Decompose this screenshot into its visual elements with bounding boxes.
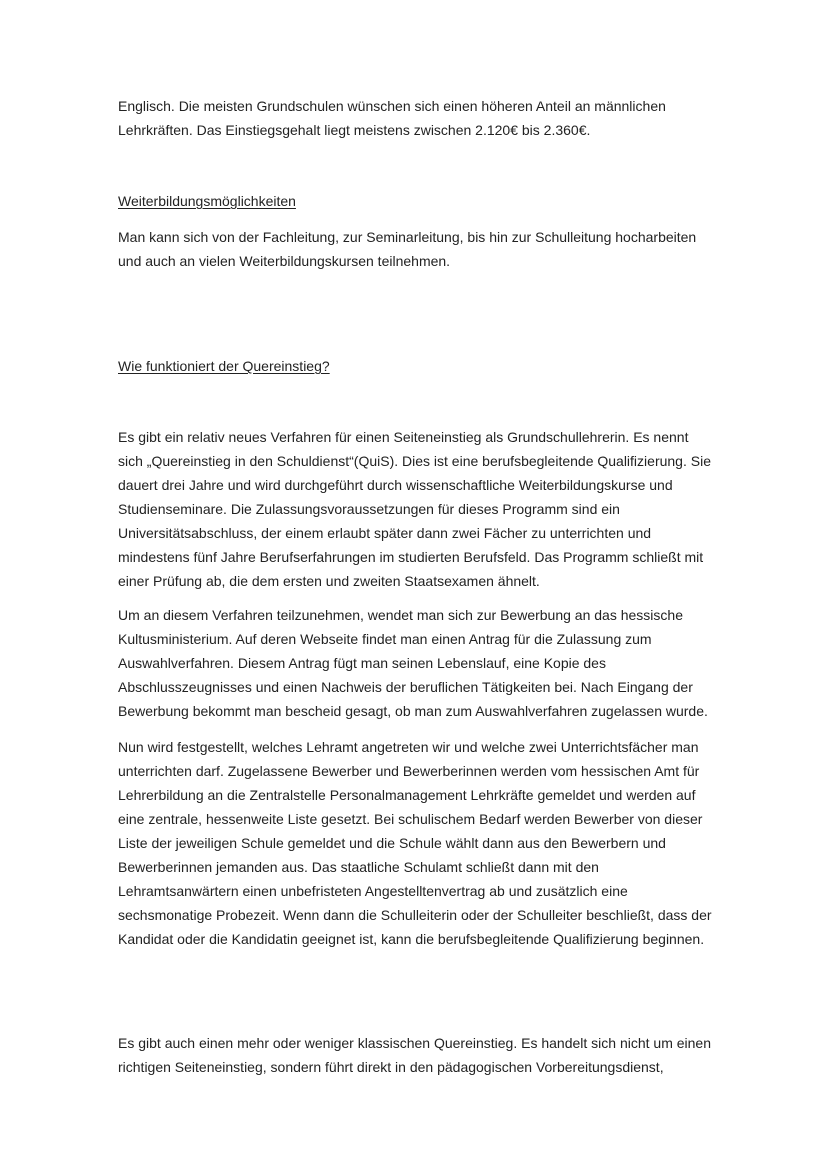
heading-text: Wie funktioniert der Quereinstieg? bbox=[118, 358, 330, 374]
text-line: Bewerberinnen jemanden aus. Das staatliche Schulamt schließt dann mit den bbox=[118, 859, 599, 875]
text-line: Kultusministerium. Auf deren Webseite findet man einen Antrag für die Zulassung zum bbox=[118, 631, 652, 647]
text-line: Lehramtsanwärtern einen unbefristeten Angestelltenvertrag ab und zusätzlich eine bbox=[118, 883, 628, 899]
text-line: eine zentrale, hessenweite Liste gesetzt. Bei schulischem Bedarf werden Bewerber von dieser bbox=[118, 811, 703, 827]
text-line: Es gibt auch einen mehr oder weniger klassischen Quereinstieg. Es handelt sich nicht um einen bbox=[118, 1035, 711, 1051]
text-line: Studienseminare. Die Zulassungsvoraussetzungen für dieses Programm sind ein bbox=[118, 501, 620, 517]
paragraph-weiterbildung bbox=[118, 225, 718, 273]
text-line: mindestens fünf Jahre Berufserfahrungen im studierten Berufsfeld. Das Programm schließt mit bbox=[118, 549, 704, 565]
text-line: richtigen Seiteneinstieg, sondern führt direkt in den pädagogischen Vorbereitungsdienst, bbox=[118, 1059, 664, 1075]
paragraph-intro bbox=[118, 94, 718, 142]
text-line: unterrichten darf. Zugelassene Bewerber und Bewerberinnen werden vom hessischen Amt für bbox=[118, 763, 700, 779]
text-line: Lehrerbildung an die Zentralstelle Personalmanagement Lehrkräfte gemeldet und werden auf bbox=[118, 787, 696, 803]
section-heading-quereinstieg bbox=[118, 354, 718, 378]
text-line: Abschlusszeugnisses und einen Nachweis der beruflichen Tätigkeiten bei. Nach Eingang der bbox=[118, 679, 693, 695]
text-line: Kandidat oder die Kandidatin geeignet ist, kann die berufsbegleitende Qualifizierung beginnen. bbox=[118, 931, 705, 947]
text-line: einer Prüfung ab, die dem ersten und zweiten Staatsexamen ähnelt. bbox=[118, 573, 540, 589]
heading-text: Weiterbildungsmöglichkeiten bbox=[118, 193, 296, 209]
text-line: Lehrkräften. Das Einstiegsgehalt liegt meistens zwischen 2.120€ bis 2.360€. bbox=[118, 122, 591, 138]
text-line: Nun wird festgestellt, welches Lehramt angetreten wir und welche zwei Unterrichtsfächer man bbox=[118, 739, 699, 755]
text-line: Universitätsabschluss, der einem erlaubt später dann zwei Fächer zu unterrichten und bbox=[118, 525, 652, 541]
section-heading-weiterbildung bbox=[118, 189, 718, 213]
paragraph-klassisch bbox=[118, 1031, 718, 1079]
text-line: Um an diesem Verfahren teilzunehmen, wendet man sich zur Bewerbung an das hessische bbox=[118, 607, 683, 623]
paragraph-ablauf bbox=[118, 735, 718, 951]
text-line: Es gibt ein relativ neues Verfahren für einen Seiteneinstieg als Grundschullehrerin. Es nennt bbox=[118, 429, 689, 445]
text-line: sich „Quereinstieg in den Schuldienst“(QuiS). Dies ist eine berufsbegleitende Qualifizierung. Sie bbox=[118, 453, 711, 469]
text-line: dauert drei Jahre und wird durchgeführt durch wissenschaftliche Weiterbildungskurse und bbox=[118, 477, 673, 493]
paragraph-bewerbung bbox=[118, 603, 718, 723]
text-line: sechsmonatige Probezeit. Wenn dann die Schulleiterin oder der Schulleiter beschließt, dass der bbox=[118, 907, 712, 923]
text-line: Auswahlverfahren. Diesem Antrag fügt man seinen Lebenslauf, eine Kopie des bbox=[118, 655, 606, 671]
text-line: Liste der jeweiligen Schule gemeldet und die Schule wählt dann aus den Bewerbern und bbox=[118, 835, 666, 851]
paragraph-quis bbox=[118, 425, 718, 593]
text-line: Englisch. Die meisten Grundschulen wünschen sich einen höheren Anteil an männlichen bbox=[118, 98, 666, 114]
text-line: Man kann sich von der Fachleitung, zur Seminarleitung, bis hin zur Schulleitung hocharbeiten bbox=[118, 229, 697, 245]
text-line: und auch an vielen Weiterbildungskursen teilnehmen. bbox=[118, 253, 451, 269]
text-line: Bewerbung bekommt man bescheid gesagt, ob man zum Auswahlverfahren zugelassen wurde. bbox=[118, 703, 708, 719]
